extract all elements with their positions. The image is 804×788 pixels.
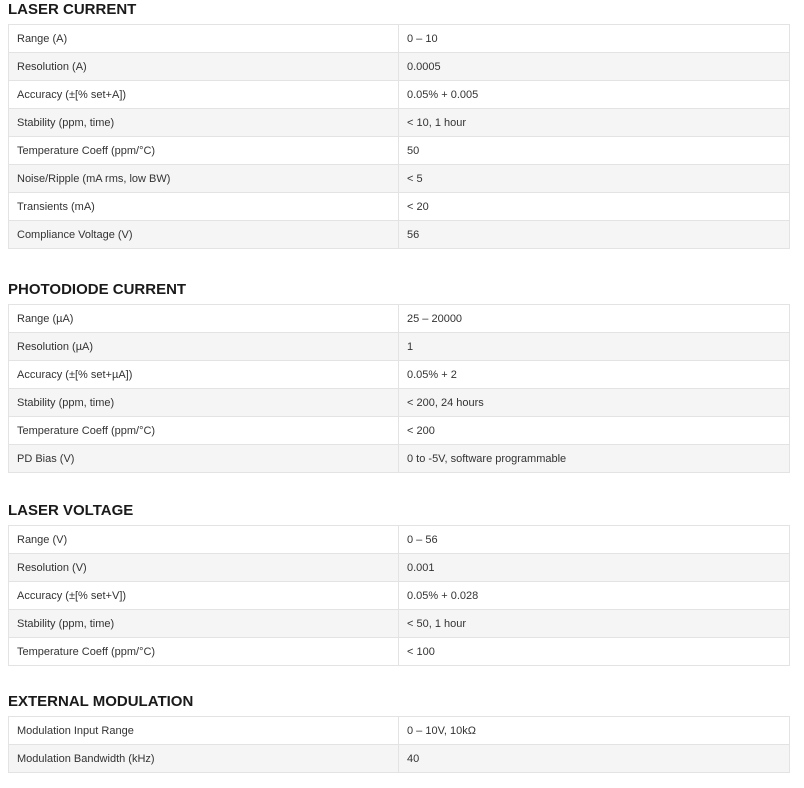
value-cell: < 200 [399,417,790,445]
param-cell: Accuracy (±[% set+A]) [9,81,399,109]
value-cell: < 200, 24 hours [399,389,790,417]
value-cell: < 100 [399,638,790,666]
param-cell: Noise/Ripple (mA rms, low BW) [9,165,399,193]
section-photodiode-current [8,280,790,473]
param-cell: Resolution (µA) [9,333,399,361]
table-row [9,717,790,745]
value-cell: 0.05% + 0.028 [399,582,790,610]
table-row [9,25,790,53]
param-cell: Temperature Coeff (ppm/°C) [9,417,399,445]
section-laser-voltage [8,501,790,666]
table-row [9,745,790,773]
param-cell: Range (A) [9,25,399,53]
value-cell: 0 to -5V, software programmable [399,445,790,473]
value-cell: 0.05% + 2 [399,361,790,389]
param-cell: Stability (ppm, time) [9,109,399,137]
table-row [9,554,790,582]
param-cell: Resolution (V) [9,554,399,582]
value-cell: < 50, 1 hour [399,610,790,638]
table-row [9,610,790,638]
table-row [9,526,790,554]
table-row [9,361,790,389]
spec-table [8,24,790,249]
spec-table [8,304,790,473]
param-cell: Accuracy (±[% set+V]) [9,582,399,610]
table-row [9,445,790,473]
value-cell: 0.001 [399,554,790,582]
table-row [9,582,790,610]
value-cell: 0.0005 [399,53,790,81]
section-title: EXTERNAL MODULATION [8,693,194,710]
param-cell: Temperature Coeff (ppm/°C) [9,137,399,165]
value-cell: 50 [399,137,790,165]
table-row [9,305,790,333]
value-cell: < 20 [399,193,790,221]
spec-table [8,525,790,666]
value-cell: < 5 [399,165,790,193]
table-row [9,333,790,361]
param-cell: Stability (ppm, time) [9,610,399,638]
value-cell: 25 – 20000 [399,305,790,333]
table-row [9,638,790,666]
param-cell: Compliance Voltage (V) [9,221,399,249]
table-row [9,389,790,417]
param-cell: Transients (mA) [9,193,399,221]
value-cell: 40 [399,745,790,773]
section-laser-current [8,0,790,249]
section-external-modulation [8,692,790,773]
value-cell: 0.05% + 0.005 [399,81,790,109]
table-row [9,417,790,445]
section-title: LASER CURRENT [8,1,137,18]
param-cell: Modulation Bandwidth (kHz) [9,745,399,773]
param-cell: Range (V) [9,526,399,554]
table-row [9,81,790,109]
value-cell: 56 [399,221,790,249]
section-title: PHOTODIODE CURRENT [8,281,187,298]
value-cell: 0 – 56 [399,526,790,554]
table-row [9,137,790,165]
table-row [9,193,790,221]
table-row [9,109,790,137]
spec-table [8,716,790,773]
value-cell: 0 – 10V, 10kΩ [399,717,790,745]
value-cell: 1 [399,333,790,361]
param-cell: Stability (ppm, time) [9,389,399,417]
param-cell: Resolution (A) [9,53,399,81]
value-cell: < 10, 1 hour [399,109,790,137]
param-cell: Temperature Coeff (ppm/°C) [9,638,399,666]
table-row [9,53,790,81]
param-cell: PD Bias (V) [9,445,399,473]
value-cell: 0 – 10 [399,25,790,53]
section-title: LASER VOLTAGE [8,502,134,519]
param-cell: Modulation Input Range [9,717,399,745]
param-cell: Accuracy (±[% set+µA]) [9,361,399,389]
param-cell: Range (µA) [9,305,399,333]
table-row [9,221,790,249]
table-row [9,165,790,193]
